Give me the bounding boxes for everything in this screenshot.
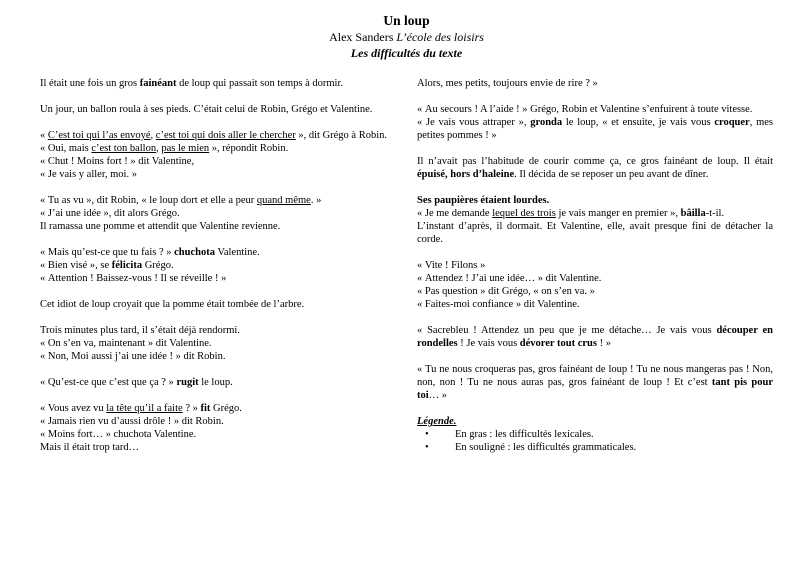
- paragraph: [40, 376, 396, 389]
- text-line: [40, 194, 396, 207]
- text-run: « Faites-moi confiance » dit Valentine.: [417, 299, 580, 310]
- text-run: . »: [310, 195, 322, 206]
- text-run: « Tu as vu », dit Robin, « le loup dort et elle a peur: [40, 195, 257, 206]
- text-run: Cet idiot de loup croyait que la pomme était tombée de l’arbre.: [40, 299, 305, 310]
- text-run: Il ramassa une pomme et attendit que Valentine revienne.: [40, 221, 281, 232]
- legend-heading-row: [417, 415, 773, 428]
- text-line: [40, 207, 396, 220]
- text-run: . Il décida de se reposer un peu avant de dîner.: [514, 169, 709, 180]
- paragraph: [417, 77, 773, 90]
- text-run: ! Je vais vous: [457, 338, 520, 349]
- text-run: Alors, mes petits, toujours envie de rire ? »: [417, 78, 598, 89]
- text-run: la tête qu’il a faite: [106, 403, 183, 414]
- text-run: Ses paupières étaient lourdes.: [417, 195, 550, 206]
- text-line: [40, 77, 396, 90]
- text-run: je vais manger en premier »,: [555, 208, 681, 219]
- text-run: « Pas question » dit Grégo, « on s’en va. »: [417, 286, 595, 297]
- text-line: [417, 207, 773, 220]
- text-line: [40, 168, 396, 181]
- text-run: fit: [200, 403, 211, 414]
- text-line: [40, 324, 396, 337]
- text-run: « Tu ne nous croqueras pas, gros fainéant de loup ! Tu ne nous mangeras pas ! Non, non, non ! Tu ne nous auras pas, gros fainéant de loup ! Et c’est: [417, 364, 773, 388]
- author-line: [40, 29, 773, 45]
- text-run: … »: [428, 390, 448, 401]
- text-line: [417, 363, 773, 402]
- text-run: « Non, Moi aussi j’ai une idée ! » dit Robin.: [40, 351, 226, 362]
- text-line: [417, 285, 773, 298]
- text-run: croquer: [714, 117, 750, 128]
- paragraph: [40, 129, 396, 181]
- text-run: chuchota: [174, 247, 215, 258]
- text-run: tant pis pour toi: [417, 377, 774, 401]
- paragraph: [40, 194, 396, 233]
- bullet-icon: •: [425, 442, 429, 453]
- text-line: [40, 337, 396, 350]
- paragraph: [417, 194, 773, 246]
- text-run: félicita: [111, 260, 143, 271]
- text-line: [40, 259, 396, 272]
- text-line: [40, 402, 396, 415]
- text-run: ,: [156, 143, 162, 154]
- text-run: « Jamais rien vu d’aussi drôle ! » dit Robin.: [40, 416, 224, 427]
- text-run: « Bien visé », se: [40, 260, 112, 271]
- text-run: Valentine.: [214, 247, 260, 258]
- text-run: c’est toi qui dois aller le chercher: [155, 130, 296, 141]
- paragraph: [40, 324, 396, 363]
- text-run: bâilla: [680, 208, 706, 219]
- text-line: [417, 220, 773, 246]
- text-line: [40, 298, 396, 311]
- paragraph: [40, 298, 396, 311]
- right-column: [417, 77, 773, 467]
- text-line: [417, 259, 773, 272]
- text-line: [417, 272, 773, 285]
- text-line: [417, 116, 773, 142]
- document-subtitle: Les difficultés du texte: [350, 46, 463, 60]
- text-run: -t-il.: [705, 208, 725, 219]
- text-run: « Chut ! Moins fort ! » dit Valentine,: [40, 156, 195, 167]
- text-line: [40, 142, 396, 155]
- text-run: « Mais qu’est-ce que tu fais ? »: [40, 247, 175, 258]
- legend-item-text: En gras : les difficultés lexicales.: [455, 429, 594, 440]
- text-run: Il était une fois un gros: [40, 78, 140, 89]
- text-run: « Attendez ! J’ai une idée… » dit Valentine.: [417, 273, 602, 284]
- left-column-text: [40, 77, 396, 454]
- document-title: Un loup: [383, 13, 430, 28]
- text-line: [417, 103, 773, 116]
- text-run: Un jour, un ballon roula à ses pieds. C’était celui de Robin, Grégo et Valentine.: [40, 104, 373, 115]
- author-name: Alex Sanders: [329, 30, 394, 44]
- paragraph: [417, 259, 773, 311]
- legend-section: [417, 415, 773, 454]
- publisher-name: L’école des loisirs: [396, 30, 484, 44]
- text-line: [417, 77, 773, 90]
- text-line: [40, 155, 396, 168]
- text-line: [417, 298, 773, 311]
- legend-item: [417, 428, 773, 441]
- text-run: L’instant d’après, il dormait. Et Valentine, elle, avait presque fini de détacher la corde.: [417, 221, 773, 245]
- paragraph: [40, 246, 396, 285]
- text-line: [417, 194, 773, 207]
- text-line: [40, 428, 396, 441]
- text-line: [40, 376, 396, 389]
- text-line: [40, 415, 396, 428]
- text-run: gronda: [530, 117, 563, 128]
- text-run: ! »: [596, 338, 611, 349]
- text-run: « On s’en va, maintenant » dit Valentine.: [40, 338, 212, 349]
- text-run: « Qu’est-ce que c’est que ça ? »: [40, 377, 177, 388]
- text-run: Trois minutes plus tard, il s’était déjà rendormi.: [40, 325, 240, 336]
- text-run: ,: [150, 130, 156, 141]
- text-line: [40, 129, 396, 142]
- text-run: Mais il était trop tard…: [40, 442, 140, 453]
- text-line: [40, 441, 396, 454]
- paragraph: [417, 363, 773, 402]
- text-run: C’est toi qui l’as envoyé: [47, 130, 151, 141]
- paragraph: [40, 402, 396, 454]
- text-run: le loup.: [198, 377, 233, 388]
- text-line: [40, 246, 396, 259]
- text-run: », dit Grégo à Robin.: [295, 130, 388, 141]
- text-run: pas le mien: [161, 143, 210, 154]
- text-run: « Vous avez vu: [40, 403, 107, 414]
- text-line: [417, 155, 773, 181]
- text-run: épuisé, hors d’haleine: [417, 169, 515, 180]
- text-run: « Je me demande: [417, 208, 493, 219]
- text-run: », répondit Robin.: [209, 143, 289, 154]
- text-run: ? »: [182, 403, 201, 414]
- text-run: découper en rondelles: [417, 325, 773, 349]
- paragraph: [40, 77, 396, 90]
- text-run: quand même: [256, 195, 311, 206]
- text-run: , mes petites pommes ! »: [417, 117, 773, 141]
- text-run: c’est ton ballon: [91, 143, 157, 154]
- paragraph: [40, 103, 396, 116]
- text-run: «: [40, 130, 48, 141]
- text-run: « Sacrebleu ! Attendez un peu que je me détache… Je vais vous: [417, 325, 717, 336]
- text-line: [417, 324, 773, 350]
- text-run: « J’ai une idée », dit alors Grégo.: [40, 208, 180, 219]
- text-line: [40, 220, 396, 233]
- right-column-text: [417, 77, 773, 402]
- paragraph: [417, 155, 773, 181]
- text-run: « Je vais y aller, moi. »: [40, 169, 137, 180]
- text-columns: [40, 77, 773, 467]
- legend-heading: Légende.: [417, 416, 457, 427]
- text-run: rugit: [176, 377, 199, 388]
- title-block: [40, 13, 773, 61]
- text-run: fainéant: [139, 78, 177, 89]
- text-run: « Au secours ! A l’aide ! » Grégo, Robin et Valentine s’enfuirent à toute vitesse.: [417, 104, 753, 115]
- text-line: [40, 103, 396, 116]
- legend-item-text: En souligné : les difficultés grammaticales.: [455, 442, 637, 453]
- bullet-icon: •: [425, 429, 429, 440]
- legend-item: [417, 441, 773, 454]
- text-run: dévorer tout crus: [519, 338, 597, 349]
- paragraph: [417, 103, 773, 142]
- text-run: Il n’avait pas l’habitude de courir comme ça, ce gros fainéant de loup. Il était: [417, 156, 773, 167]
- text-run: « Je vais vous attraper »,: [417, 117, 531, 128]
- text-run: « Vite ! Filons »: [417, 260, 486, 271]
- text-run: Grégo.: [142, 260, 174, 271]
- text-run: « Attention ! Baissez-vous ! Il se réveille ! »: [40, 273, 227, 284]
- text-line: [40, 272, 396, 285]
- text-run: « Moins fort… » chuchota Valentine.: [40, 429, 197, 440]
- text-line: [40, 350, 396, 363]
- text-run: « Oui, mais: [40, 143, 92, 154]
- text-run: le loup, « et ensuite, je vais vous: [562, 117, 715, 128]
- text-run: Grégo.: [210, 403, 242, 414]
- text-run: de loup qui passait son temps à dormir.: [176, 78, 344, 89]
- text-run: lequel des trois: [492, 208, 556, 219]
- paragraph: [417, 324, 773, 350]
- left-column: [40, 77, 396, 467]
